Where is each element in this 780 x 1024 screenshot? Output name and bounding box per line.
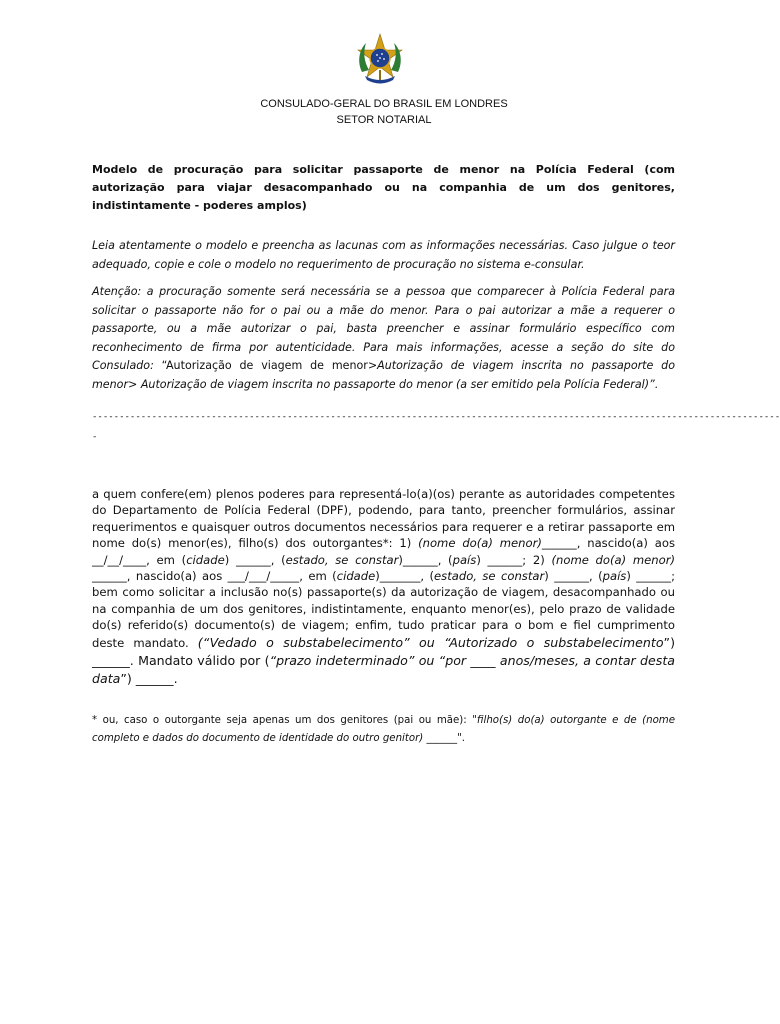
body-text: ”) ______. (120, 670, 178, 686)
body-text: ) ______, ( (544, 569, 603, 584)
body-text: )______, ( (398, 552, 453, 567)
attention-paragraph (92, 283, 675, 394)
footnote-placeholder: filho(s) do(a) outorgante e de (nome completo e dados do documento de identidade do outro genitor) ______ (92, 715, 675, 744)
body-text: ) ______, ( (224, 552, 286, 567)
state-placeholder: estado, se constar (285, 552, 399, 567)
validity-option: “prazo indeterminado” ou “por ____ anos/meses, a contar desta data (92, 652, 675, 686)
separator-line-end: - (92, 432, 98, 442)
city-placeholder: cidade (336, 569, 376, 584)
state-placeholder: estado, se constar (434, 569, 545, 584)
minor-name-placeholder: (nome do(a) menor) (551, 552, 675, 567)
body-text: ) ______; 2) (476, 552, 552, 567)
country-placeholder: país (452, 552, 477, 567)
body-text: ”) ______. Mandato válido por ( (92, 634, 675, 668)
country-placeholder: país (602, 569, 627, 584)
substitution-option: (“Vedado o substabelecimento” ou “Autorizado o substabelecimento (197, 634, 664, 650)
sector-name: SETOR NOTARIAL (336, 114, 432, 126)
attention-end: . (654, 377, 659, 391)
document-title: Modelo de procuração para solicitar passaporte de menor na Polícia Federal (com autorização para viajar desacompanhado ou na companhia de um dos genitores, indistintamente - poderes amplos) (92, 163, 675, 212)
footnote (92, 712, 675, 748)
body-text: a quem confere(em) plenos poderes para representá-lo(a)(os) perante as autoridades competentes do Departamento de Polícia Federal (DPF), podendo, para tanto, preencher formulários, assinar requerimentos e quaisquer outros documentos necessários para requerer e a retirar passaporte em nome do(s) menor(es), filho(s) dos outorgantes*: 1) (92, 487, 675, 551)
city-placeholder: cidade (186, 552, 225, 567)
body-text: ) ______; bem como solicitar a inclusão no(s) passaporte(s) da autorização de viagem, desacompanhado ou na companhia de um dos genitores, indistintamente, enquanto menor(es), pelo prazo de validade do(s) referido(s) documento(s) de viagem; enfim, tudo praticar para o bom e fiel cumprimento deste mandato. (92, 569, 675, 650)
site-section-part-2: Autorização de viagem inscrita no passaporte do menor> Autorização de viagem inscrita no passaporte do menor (a ser emitido pela Polícia Federal)” (92, 359, 676, 391)
footnote-text: * ou, caso o outorgante seja apenas um dos genitores (pai ou mãe): " (92, 715, 477, 726)
separator-line: ------------------------------------------------------------------------------------------------------------------------------- (92, 412, 780, 422)
footnote-end: ". (457, 733, 465, 744)
body-text: )_______, ( (375, 569, 435, 584)
attention-text: Atenção: a procuração somente será necessária se a pessoa que comparecer à Polícia Federal para solicitar o passaporte não for o pai ou a mãe do menor. Para o pai autorizar a mãe a requerer o passaporte, ou a mãe autorizar o pai, basta preencher e assinar formulário específico com reconhecimento de firma por autenticidade. Para mais informações, acesse a seção do site do Consulado: (92, 285, 675, 372)
brazil-coat-of-arms-icon (353, 32, 407, 86)
body-text: ______, nascido(a) aos ___/___/_____, em ( (92, 569, 337, 584)
body-text: ______, nascido(a) aos __/__/____, em ( (92, 536, 675, 567)
site-section-path (92, 359, 675, 391)
consulate-name: CONSULADO-GERAL DO BRASIL EM LONDRES (260, 98, 508, 110)
power-of-attorney-body (92, 486, 675, 688)
instruction-paragraph: Leia atentamente o modelo e preencha as lacunas com as informações necessárias. Caso julgue o teor adequado, copie e cole o modelo no requerimento de procuração no sistema e-consular. (92, 239, 675, 271)
site-section-part-1: “Autorização de viagem de menor> (161, 359, 378, 372)
minor-name-placeholder: (nome do(a) menor) (418, 536, 542, 551)
